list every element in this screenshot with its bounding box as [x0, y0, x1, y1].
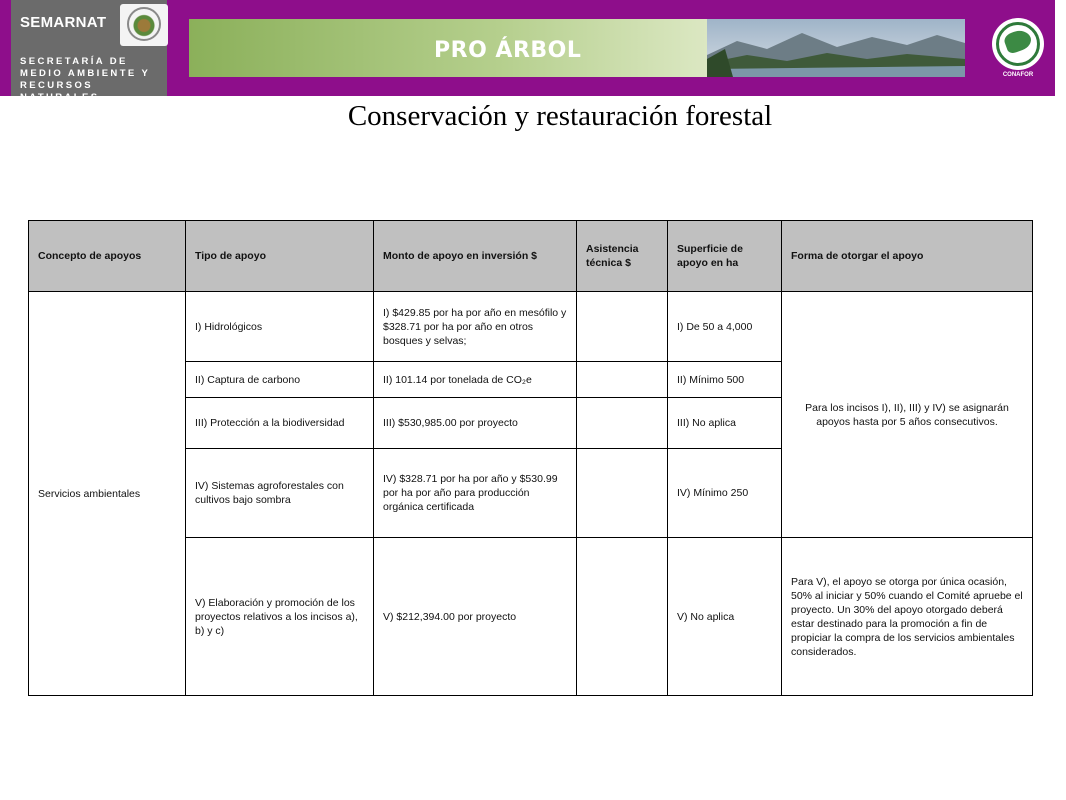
- secretaria-line-2: MEDIO AMBIENTE Y: [20, 68, 151, 79]
- conafor-logo: [992, 18, 1044, 78]
- support-table: [28, 220, 1033, 696]
- header-monto: Monto de apoyo en inversión $: [374, 221, 577, 292]
- tipo-cell: V) Elaboración y promoción de los proyectos relativos a los incisos a), b) y c): [186, 538, 374, 696]
- page-title: Conservación y restauración forestal: [347, 100, 773, 132]
- monto-cell: IV) $328.71 por ha por año y $530.99 por ha por año para producción orgánica certificada: [374, 449, 577, 538]
- monto-cell: V) $212,394.00 por proyecto: [374, 538, 577, 696]
- forma-cell-1-4: Para los incisos I), II), III) y IV) se asignarán apoyos hasta por 5 años consecutivos.: [782, 292, 1033, 538]
- superficie-cell: III) No aplica: [668, 398, 782, 449]
- landscape-photo: [707, 19, 965, 77]
- forma-cell-5: Para V), el apoyo se otorga por única ocasión, 50% al iniciar y 50% cuando el Comité apruebe el proyecto. Un 30% del apoyo otorgado deberá estar destinado para la promoción a fin de propiciar la compra de los servicios ambientales considerados.: [782, 538, 1033, 696]
- asistencia-cell: [577, 538, 668, 696]
- asistencia-cell: [577, 398, 668, 449]
- pro-arbol-title: PRO ÁRBOL: [434, 38, 582, 63]
- header-superficie: Superficie de apoyo en ha: [668, 221, 782, 292]
- header-forma: Forma de otorgar el apoyo: [782, 221, 1033, 292]
- semarnat-name: SEMARNAT: [20, 14, 107, 31]
- secretaria-line-3: RECURSOS NATURALES: [20, 80, 100, 103]
- table-header-row: [29, 221, 1033, 292]
- tipo-cell: II) Captura de carbono: [186, 362, 374, 398]
- monto-cell: I) $429.85 por ha por año en mesófilo y $328.71 por ha por año en otros bosques y selvas;: [374, 292, 577, 362]
- asistencia-cell: [577, 449, 668, 538]
- asistencia-cell: [577, 292, 668, 362]
- header-concepto: Concepto de apoyos: [29, 221, 186, 292]
- monto-cell: III) $530,985.00 por proyecto: [374, 398, 577, 449]
- semarnat-logo-block: [11, 0, 167, 103]
- tipo-cell: I) Hidrológicos: [186, 292, 374, 362]
- pro-arbol-banner: [189, 19, 965, 77]
- monto-cell: II) 101.14 por tonelada de CO₂e: [374, 362, 577, 398]
- secretaria-text: [20, 56, 167, 104]
- concepto-cell: Servicios ambientales: [29, 292, 186, 696]
- header-tipo: Tipo de apoyo: [186, 221, 374, 292]
- tipo-cell: III) Protección a la biodiversidad: [186, 398, 374, 449]
- secretaria-line-1: SECRETARÍA DE: [20, 56, 128, 67]
- mexico-seal-icon: [120, 4, 168, 46]
- tipo-cell: IV) Sistemas agroforestales con cultivos bajo sombra: [186, 449, 374, 538]
- asistencia-cell: [577, 362, 668, 398]
- table-row: [29, 292, 1033, 362]
- conafor-label: CONAFOR: [1002, 72, 1034, 78]
- header-asistencia: Asistencia técnica $: [577, 221, 668, 292]
- superficie-cell: II) Mínimo 500: [668, 362, 782, 398]
- header-bar: [0, 0, 1055, 103]
- superficie-cell: I) De 50 a 4,000: [668, 292, 782, 362]
- superficie-cell: V) No aplica: [668, 538, 782, 696]
- superficie-cell: IV) Mínimo 250: [668, 449, 782, 538]
